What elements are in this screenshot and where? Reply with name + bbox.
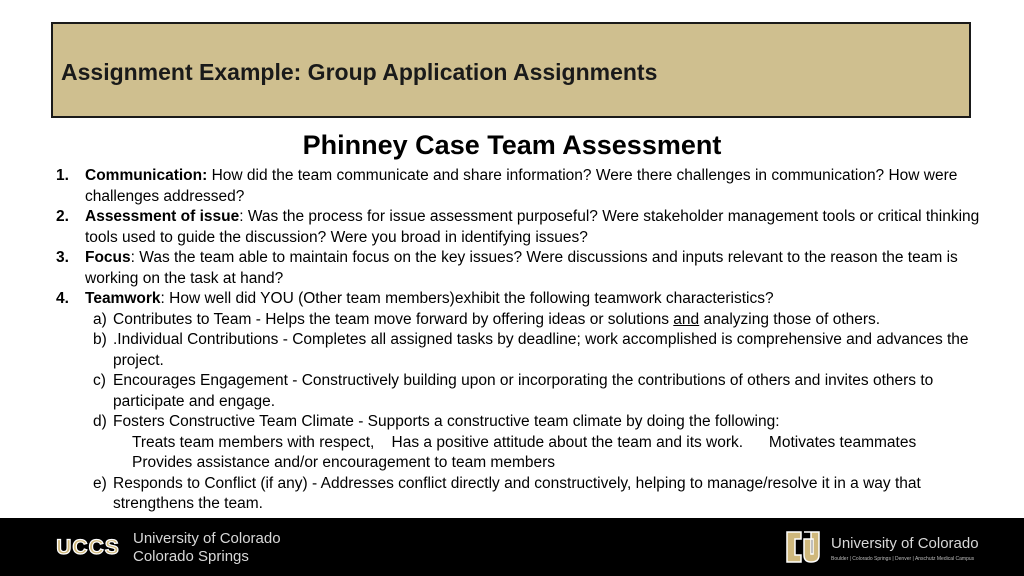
uccs-name-line2: Colorado Springs bbox=[133, 548, 249, 565]
subitem-climate-detail: Treats team members with respect, Has a positive attitude about the team and its work. Motivates teammates Provides assistance and/or encouragement to team members bbox=[132, 433, 934, 471]
list-item-teamwork bbox=[56, 289, 986, 310]
subitem-text: Encourages Engagement - Constructively building upon or incorporating the contributions of others and invites others to participate and engage. bbox=[113, 372, 934, 410]
subitem-text: Fosters Constructive Team Climate - Supports a constructive team climate by doing the following: bbox=[113, 413, 780, 430]
item-label: Teamwork bbox=[85, 290, 161, 307]
cu-campuses: Boulder | Colorado Springs | Denver | Anschutz Medical Campus bbox=[831, 556, 975, 562]
subitem-underlined-word: and bbox=[673, 310, 700, 328]
item-text: How did the team communicate and share information? Were there challenges in communication? How were challenges addressed? bbox=[85, 167, 958, 205]
list-item-focus bbox=[56, 248, 986, 289]
item-number: 1. bbox=[56, 167, 69, 184]
subitem-individual bbox=[56, 330, 986, 371]
uccs-logo-text: UCCS bbox=[56, 536, 120, 557]
item-number: 4. bbox=[56, 290, 69, 307]
list-item-assessment bbox=[56, 207, 986, 248]
footer-bar bbox=[0, 518, 1024, 576]
subitem-marker: a) bbox=[93, 310, 107, 328]
page-title: Assignment Example: Group Application Assignments bbox=[61, 59, 658, 85]
item-number: 2. bbox=[56, 208, 69, 225]
item-text: : Was the team able to maintain focus on the key issues? Were discussions and inputs relevant to the reason the team is working on the task at hand? bbox=[85, 249, 958, 287]
uccs-logo bbox=[50, 535, 126, 557]
subitem-marker: e) bbox=[93, 474, 107, 492]
cu-name: University of Colorado bbox=[831, 535, 979, 552]
subitem-engagement bbox=[56, 371, 986, 412]
subitem-marker: c) bbox=[93, 372, 106, 389]
item-label: Assessment of issue bbox=[85, 208, 240, 225]
subitem-contributes bbox=[56, 310, 986, 331]
assessment-list bbox=[56, 166, 986, 515]
list-item-communication bbox=[56, 166, 986, 207]
subitem-marker: b) bbox=[93, 331, 107, 348]
subitem-conflict bbox=[56, 474, 986, 515]
subitem-climate bbox=[56, 412, 986, 433]
subitem-text: Contributes to Team - Helps the team move forward by offering ideas or solutions bbox=[113, 310, 674, 328]
subitem-text: analyzing those of others. bbox=[699, 310, 881, 328]
item-label: Communication: bbox=[85, 167, 208, 184]
title-banner bbox=[51, 22, 971, 118]
subitem-text: Responds to Conflict (if any) - Addresses conflict directly and constructively, helping to manage/resolve it in a way that strengthens the team. bbox=[113, 474, 921, 512]
item-text: : How well did YOU (Other team members)exhibit the following teamwork characteristics? bbox=[160, 290, 774, 307]
subitem-marker: d) bbox=[93, 413, 107, 430]
section-title: Phinney Case Team Assessment bbox=[302, 130, 722, 160]
item-text: : Was the process for issue assessment purposeful? Were stakeholder management tools or critical thinking tools used to guide the discussion? Were you broad in identifying issues? bbox=[85, 208, 980, 246]
subitem-text: .Individual Contributions - Completes all assigned tasks by deadline; work accomplished is comprehensive and advances the project. bbox=[113, 331, 969, 369]
cu-logo-icon bbox=[784, 528, 822, 566]
item-number: 3. bbox=[56, 249, 69, 266]
item-label: Focus bbox=[85, 249, 131, 266]
uccs-name-line1: University of Colorado bbox=[133, 530, 281, 547]
